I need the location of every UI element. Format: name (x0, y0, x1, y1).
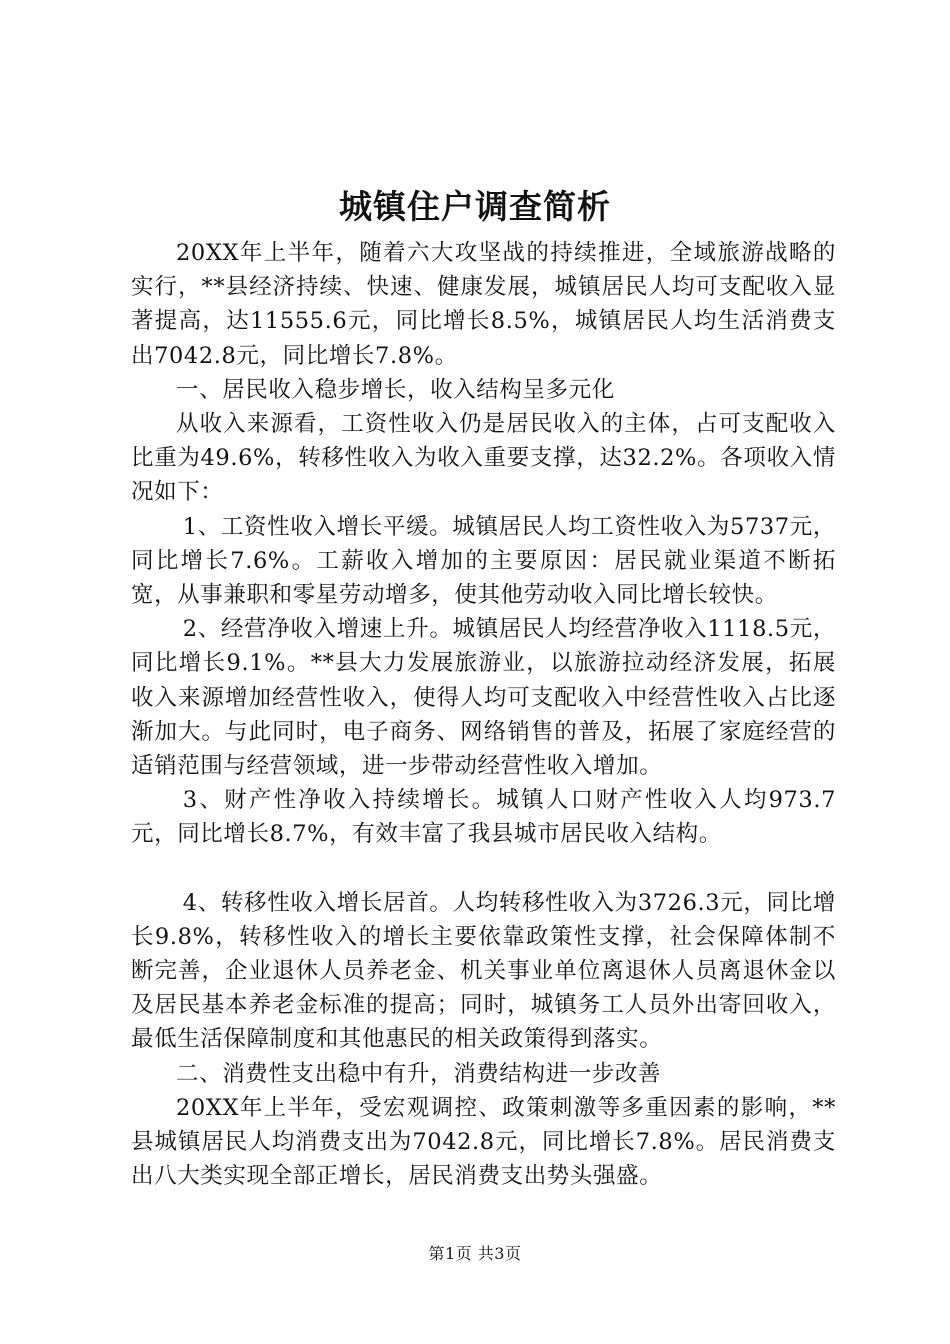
document-body (131, 236, 836, 1193)
page-number: 第1页 共3页 (428, 1244, 522, 1263)
document-title: 城镇住户调查简析 (339, 187, 611, 226)
business-income-paragraph: 2、经营净收入增速上升。城镇居民人均经营净收入1118.5元，同比增长9.1%。**县大力发展旅游业，以旅游拉动经济发展，拓展收入来源增加经营性收入，使得人均可支配收入中经营性收入占比逐渐加大。与此同时，电子商务、网络销售的普及，拓展了家庭经营的适销范围与经营领域，进一步带动经营性收入增加。 (131, 616, 836, 780)
income-source-paragraph: 从收入来源看，工资性收入仍是居民收入的主体，占可支配收入比重为49.6%，转移性收入为收入重要支撑，达32.2%。各项收入情况如下： (131, 411, 836, 506)
transfer-income-paragraph: 4、转移性收入增长居首。人均转移性收入为3726.3元，同比增长9.8%，转移性收入的增长主要依靠政策性支撑，社会保障体制不断完善，企业退休人员养老金、机关事业单位离退休人员离退休金以及居民基本养老金标准的提高；同时，城镇务工人员外出寄回收入，最低生活保障制度和其他惠民的相关政策得到落实。 (131, 889, 836, 1053)
section-heading-income: 一、居民收入稳步增长，收入结构呈多元化 (176, 376, 615, 403)
section-heading-consumption: 二、消费性支出稳中有升，消费结构进一步改善 (176, 1060, 662, 1087)
wage-income-paragraph: 1、工资性收入增长平缓。城镇居民人均工资性收入为5737元，同比增长7.6%。工薪收入增加的主要原因：居民就业渠道不断拓宽，从事兼职和零星劳动增多，使其他劳动收入同比增长较快。 (131, 513, 836, 609)
intro-paragraph: 20XX年上半年，随着六大攻坚战的持续推进，全域旅游战略的实行，**县经济持续、快速、健康发展，城镇居民人均可支配收入显著提高，达11555.6元，同比增长8.5%，城镇居民人均生活消费支出7042.8元，同比增长7.8%。 (131, 240, 836, 369)
consumption-paragraph: 20XX年上半年，受宏观调控、政策刺激等多重因素的影响，**县城镇居民人均消费支出为7042.8元，同比增长7.8%。居民消费支出八大类实现全部正增长，居民消费支出势头强盛。 (131, 1094, 836, 1190)
property-income-paragraph: 3、财产性净收入持续增长。城镇人口财产性收入人均973.7元，同比增长8.7%，有效丰富了我县城市居民收入结构。 (131, 787, 836, 848)
